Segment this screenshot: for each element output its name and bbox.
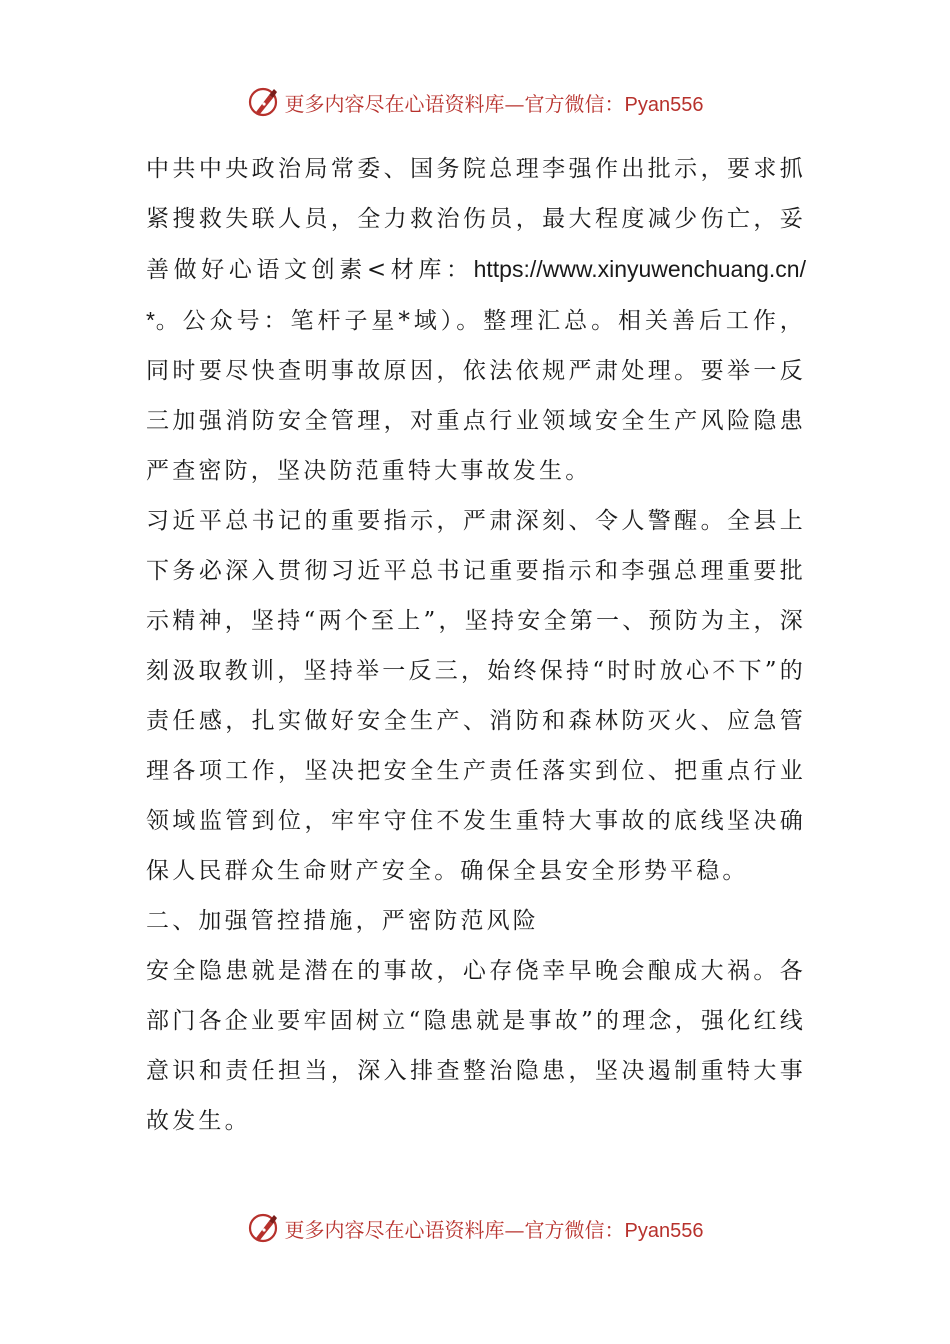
document-body (146, 144, 806, 1146)
paragraph-2: 习近平总书记的重要指示，严肃深刻、令人警醒。全县上下务必深入贯彻习近平总书记重要指示和李强总理重要批示精神，坚持“两个至上”，坚持安全第一、预防为主，深刻汲取教训，坚持举一反三，始终保持“时时放心不下”的责任感，扎实做好安全生产、消防和森林防灭火、应急管理各项工作，坚决把安全生产责任落实到位、把重点行业领域监管到位，牢牢守住不发生重特大事故的底线坚决确保人民群众生命财产安全。确保全县安全形势平稳。 (146, 508, 806, 884)
header-banner (0, 82, 950, 122)
url-text: https://www.xinyuwenchuang.cn/* (146, 256, 806, 333)
wechat-id: Pyan556 (624, 1219, 704, 1242)
pen-nib-logo-icon (247, 85, 281, 119)
section-heading: 二、加强管控措施，严密防范风险 (146, 908, 539, 934)
paragraph-3: 安全隐患就是潜在的事故，心存侥幸早晚会酿成大祸。各部门各企业要牢固树立“隐患就是事故”的理念，强化红线意识和责任担当，深入排查整治隐患，坚决遏制重特大事故发生。 (146, 958, 806, 1134)
footer-banner (0, 1208, 950, 1248)
paragraph-1: 中共中央政治局常委、国务院总理李强作出批示，要求抓紧搜救失联人员，全力救治伤员，最大程度减少伤亡，妥善做好心语文创素<材库：https://www.xinyuwenchuang.cn/*。公众号：笔杆子星*域）。整理汇总。相关善后工作，同时要尽快查明事故原因，依法依规严肃处理。要举一反三加强消防安全管理，对重点行业领域安全生产风险隐患严查密防，坚决防范重特大事故发生。 (146, 156, 806, 484)
banner-text: 更多内容尽在心语资料库—官方微信：Pyan556 (284, 1217, 704, 1242)
pen-nib-logo-icon (247, 1211, 281, 1245)
wechat-id: Pyan556 (624, 93, 704, 116)
banner-text: 更多内容尽在心语资料库—官方微信：Pyan556 (284, 91, 704, 116)
